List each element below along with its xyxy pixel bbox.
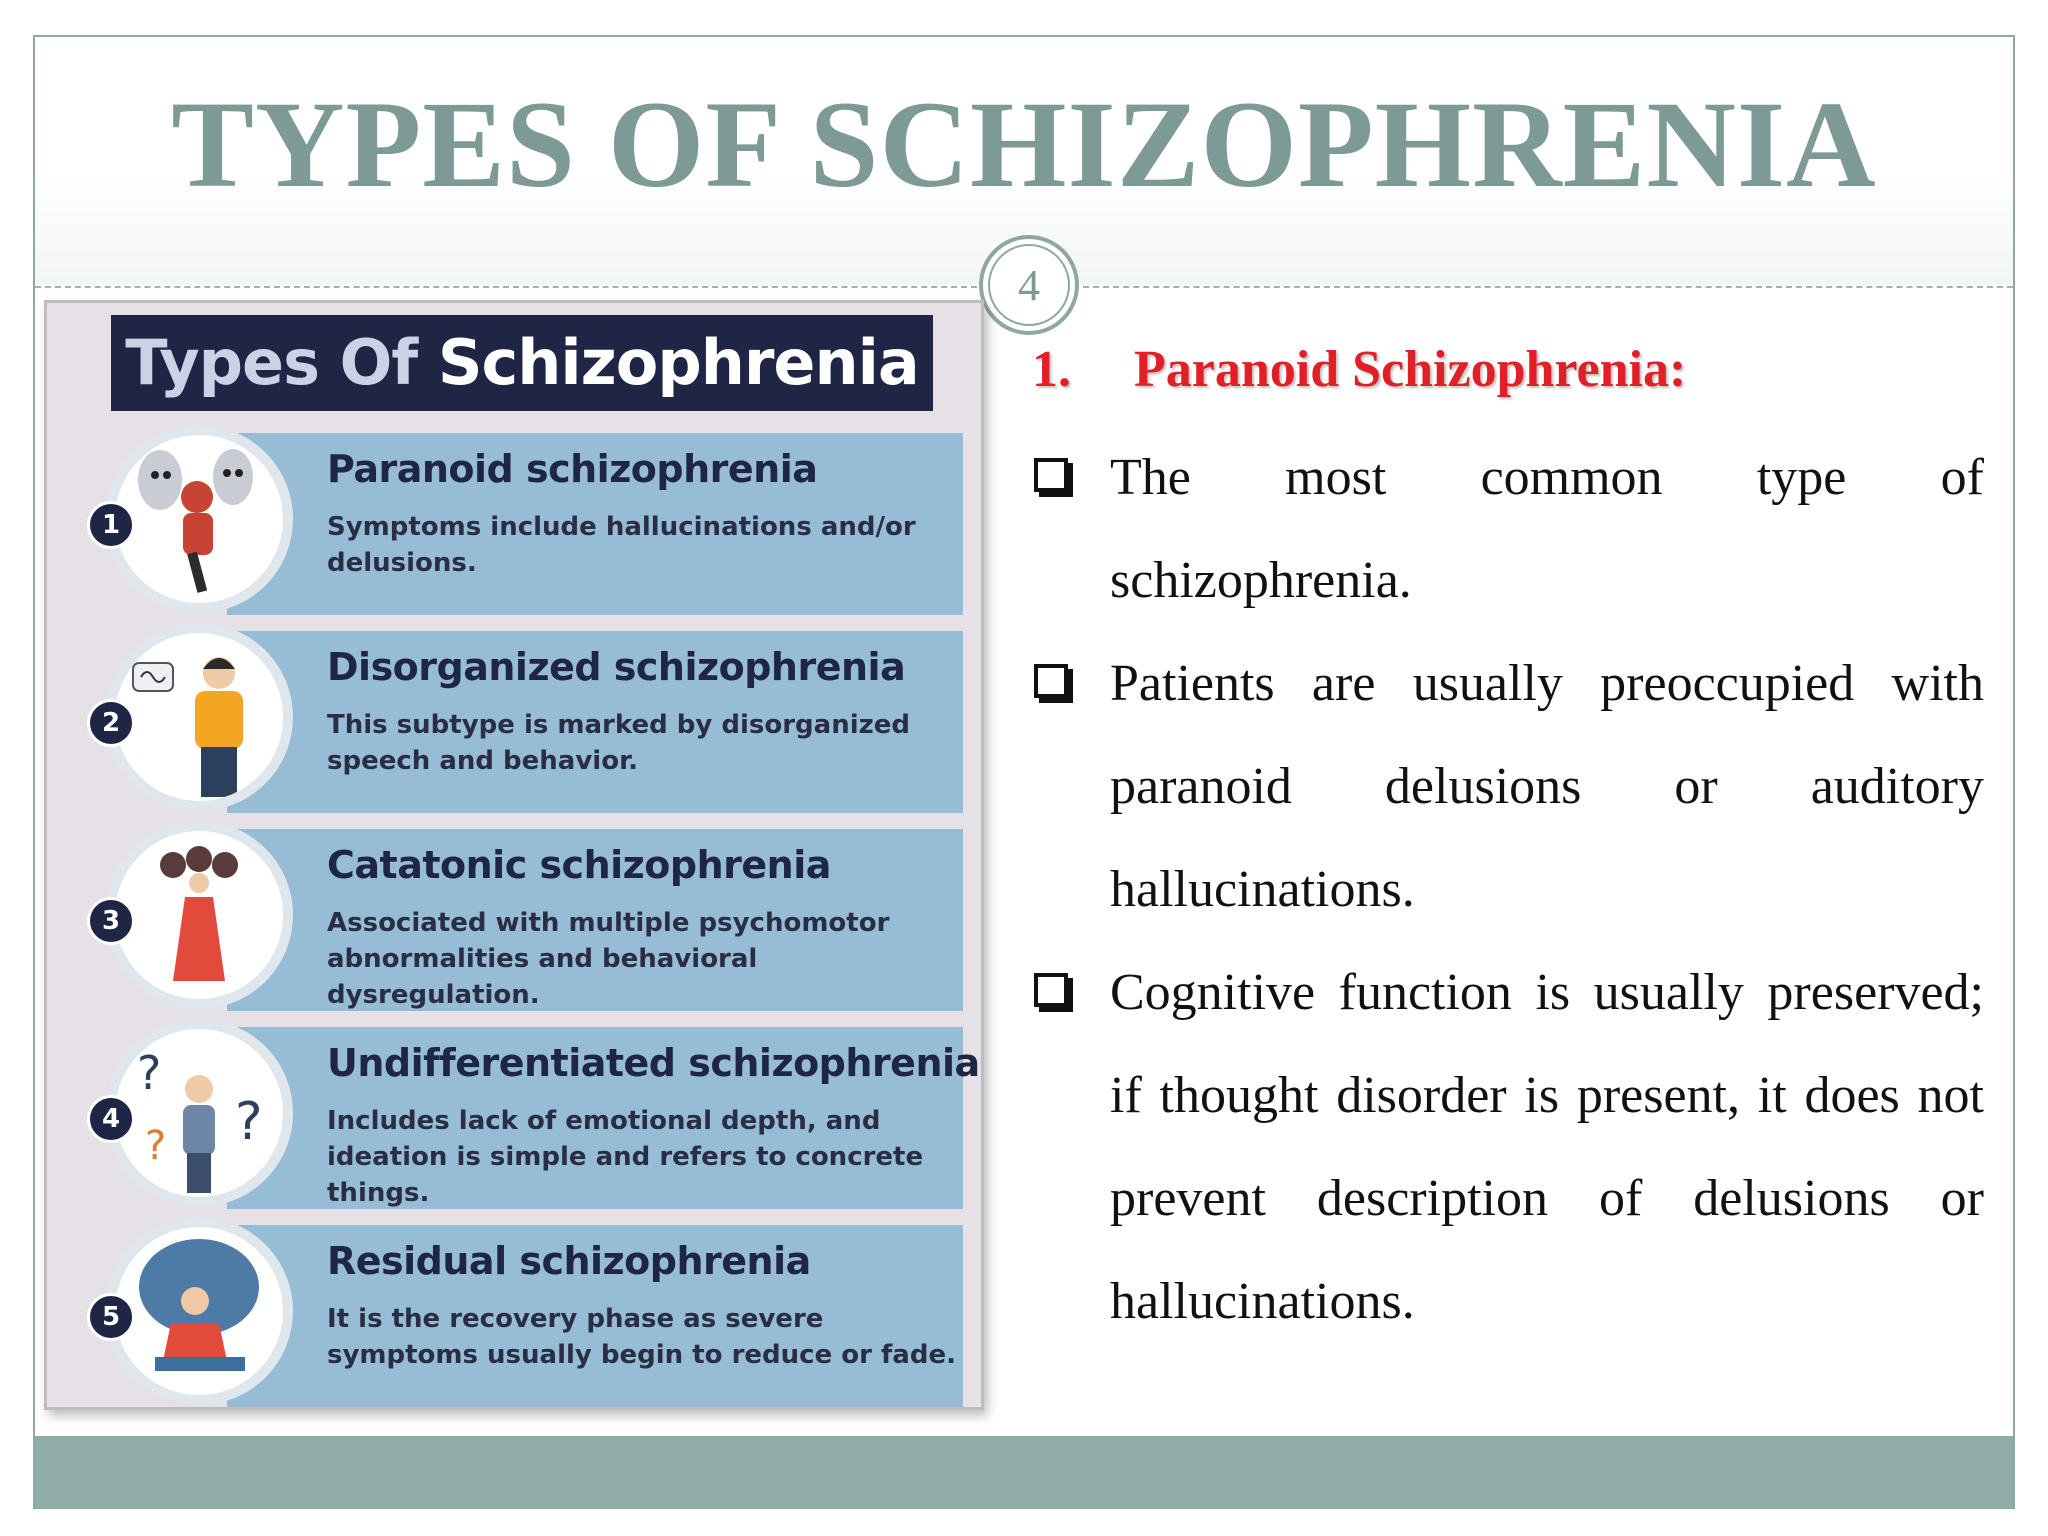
infographic-title [111,315,933,411]
page-number: 4 [988,244,1070,326]
bullet-item [1034,632,1984,941]
checkbox-bullet-icon [1034,458,1068,492]
item-heading: Residual schizophrenia [327,1239,811,1283]
person-with-cloud-icon [115,1227,283,1395]
bullet-text: The most common type of schizophrenia. [1110,449,1984,609]
item-number-badge: 4 [87,1095,135,1143]
item-number-badge: 1 [87,501,135,549]
svg-text:?: ? [145,1123,167,1169]
bullet-item [1034,941,1984,1353]
infographic [44,300,984,1410]
item-description: Symptoms include hallucinations and/or delusions. [327,512,916,578]
item-description: Associated with multiple psychomotor abnormalities and behavioral dysregulation. [327,908,890,1010]
item-number-badge: 5 [87,1293,135,1341]
checkbox-bullet-icon [1034,973,1068,1007]
item-heading: Disorganized schizophrenia [327,645,906,689]
item-description: This subtype is marked by disorganized speech and behavior. [327,710,910,776]
type-item-paranoid [47,425,987,613]
type-item-undifferentiated [47,1019,987,1207]
page-number-badge [979,235,1079,335]
title-divider-right [1083,286,2013,288]
section-number: 1. [1032,341,1071,398]
item-heading: Catatonic schizophrenia [327,843,831,887]
bullet-text: Cognitive function is usually preserved; if thought disorder is present, it does not prevent description of delusions or hallucinations. [1110,964,1984,1330]
footer-bar [35,1436,2013,1509]
item-heading: Paranoid schizophrenia [327,447,818,491]
checkbox-bullet-icon [1034,664,1068,698]
bullet-list [1034,426,1984,1353]
section-title: Paranoid Schizophrenia: [1134,341,1687,398]
item-description: Includes lack of emotional depth, and ideation is simple and refers to concrete things. [327,1106,924,1208]
type-item-catatonic [47,821,987,1009]
item-number-badge: 2 [87,699,135,747]
title-divider-left [35,286,977,288]
slide-title: TYPES OF SCHIZOPHRENIA [171,76,1877,213]
type-item-residual [47,1217,987,1405]
confused-person-icon [115,633,283,801]
svg-text:?: ? [137,1046,162,1100]
type-item-disorganized [47,623,987,811]
question-marks-person-icon [115,1029,283,1197]
woman-multiple-heads-icon [115,831,283,999]
bullet-item [1034,426,1984,632]
section-heading [1032,340,1686,399]
item-description: It is the recovery phase as severe symptoms usually begin to reduce or fade. [327,1304,956,1370]
infographic-title-part1: Types Of [125,326,418,399]
item-heading: Undifferentiated schizophrenia [327,1041,980,1085]
bullet-text: Patients are usually preoccupied with paranoid delusions or auditory hallucinations. [1110,655,1984,918]
item-number-badge: 3 [87,897,135,945]
infographic-title-part2: Schizophrenia [437,326,919,399]
svg-text:?: ? [235,1092,263,1152]
person-scared-icon [115,435,283,603]
